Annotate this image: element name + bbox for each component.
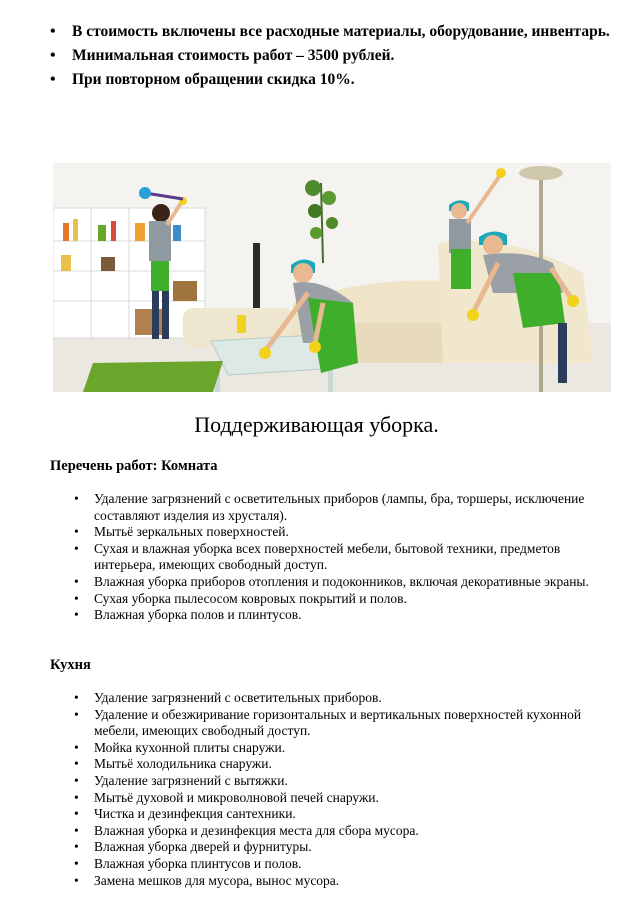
room-task-item: • Сухая уборка пылесосом ковровых покрытий и полов.: [74, 591, 594, 608]
room-task-item: • Сухая и влажная уборка всех поверхностей мебели, бытовой техники, предметов интерьера, имеющих свободный доступ.: [74, 541, 594, 574]
page-title: Поддерживающая уборка.: [194, 412, 439, 437]
kitchen-task-item: • Замена мешков для мусора, вынос мусора.: [74, 873, 594, 890]
room-section-heading: Перечень работ: Комната: [50, 458, 218, 474]
kitchen-task-list: [74, 690, 594, 889]
kitchen-task-item: • Удаление загрязнений с осветительных приборов.: [74, 690, 594, 707]
kitchen-task-item: • Удаление и обезжиривание горизонтальных и вертикальных поверхностей кухонной мебели, имеющих свободный доступ.: [74, 707, 594, 740]
summary-item: • Минимальная стоимость работ – 3500 рублей.: [50, 46, 610, 66]
room-task-item: • Мытьё зеркальных поверхностей.: [74, 524, 594, 541]
kitchen-task-item: • Влажная уборка и дезинфекция места для сбора мусора.: [74, 823, 594, 840]
kitchen-section-heading: Кухня: [50, 657, 91, 673]
room-task-item: • Влажная уборка приборов отопления и подоконников, включая декоративные экраны.: [74, 574, 594, 591]
shelf-unit: [53, 208, 205, 338]
kitchen-task-item: • Чистка и дезинфекция сантехники.: [74, 806, 594, 823]
summary-item: • В стоимость включены все расходные материалы, оборудование, инвентарь.: [50, 22, 610, 42]
kitchen-task-item: • Удаление загрязнений с вытяжки.: [74, 773, 594, 790]
summary-list: [50, 22, 610, 94]
room-task-list: [74, 491, 594, 624]
kitchen-task-item: • Влажная уборка плинтусов и полов.: [74, 856, 594, 873]
cleaning-photo: [53, 163, 611, 392]
summary-item: • При повторном обращении скидка 10%.: [50, 70, 610, 90]
kitchen-task-item: • Мытьё духовой и микроволновой печей снаружи.: [74, 790, 594, 807]
kitchen-task-item: • Мытьё холодильника снаружи.: [74, 756, 594, 773]
kitchen-task-item: • Мойка кухонной плиты снаружи.: [74, 740, 594, 757]
room-task-item: • Влажная уборка полов и плинтусов.: [74, 607, 594, 624]
kitchen-task-item: • Влажная уборка дверей и фурнитуры.: [74, 839, 594, 856]
room-task-item: • Удаление загрязнений с осветительных приборов (лампы, бра, торшеры, исключение составляют изделия из хрусталя).: [74, 491, 594, 524]
